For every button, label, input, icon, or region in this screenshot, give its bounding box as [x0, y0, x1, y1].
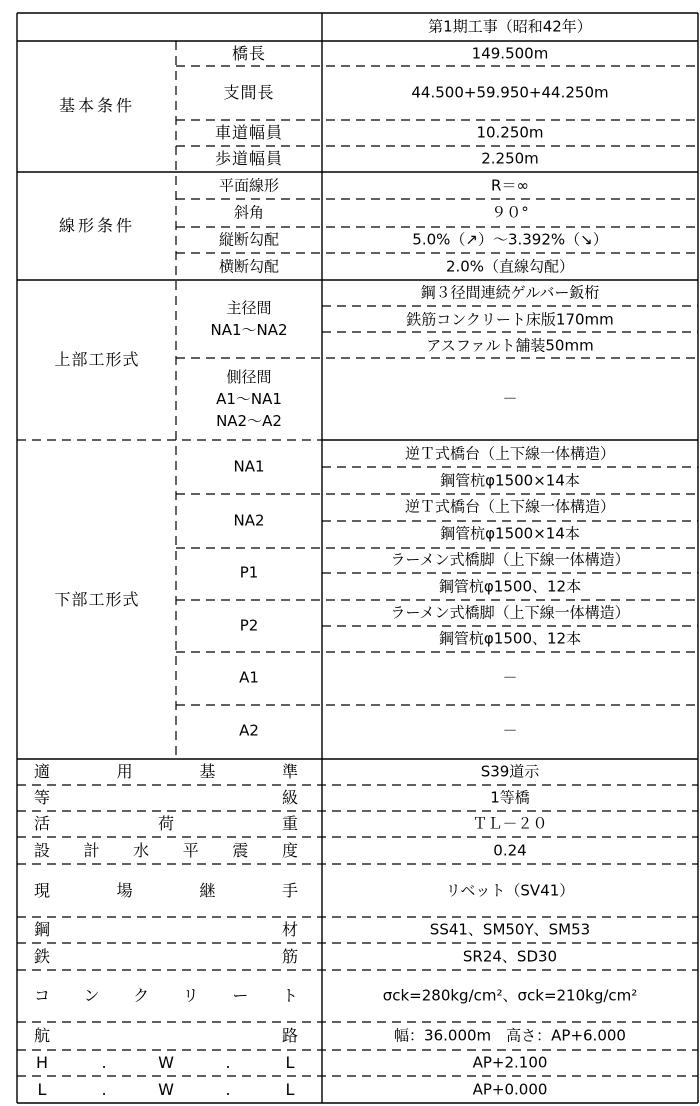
alignment-conditions-label: 線形条件	[58, 216, 136, 235]
substructure-a2-value: －	[502, 721, 518, 740]
bridge-length-label: 橋長	[231, 44, 267, 63]
spec-label-char: W	[158, 1080, 174, 1099]
spec-label-char: 震	[232, 841, 249, 860]
spec-label-char: 水	[133, 841, 150, 860]
spec-label-char: 鋼	[33, 920, 51, 939]
sidewalk-width-label: 歩道幅員	[214, 149, 284, 168]
span-length-value: 44.500+59.950+44.250m	[411, 83, 609, 102]
spec-label-char: 筋	[281, 947, 299, 966]
substructure-p1-name: P1	[239, 563, 259, 582]
main-span-label-line-1: 主径間	[226, 299, 272, 317]
cross-gradient-label: 横断勾配	[218, 257, 280, 276]
spec-value: ＴＬ－２０	[472, 814, 548, 833]
spec-label-char: 材	[281, 920, 299, 939]
spec-label-char: 適	[33, 762, 51, 781]
spec-value: AP+2.100	[472, 1053, 548, 1072]
basic-conditions-label: 基本条件	[58, 96, 136, 115]
cross-gradient-value: 2.0%（直線勾配）	[445, 257, 575, 276]
side-span-label-line-3: NA2～A2	[216, 412, 282, 430]
substructure-na2-line-2: 鋼管杭φ1500×14本	[440, 524, 580, 543]
roadway-width-value: 10.250m	[476, 123, 544, 142]
substructure-label: 下部工形式	[54, 590, 140, 609]
sidewalk-width-value: 2.250m	[481, 149, 539, 168]
plane-alignment-label: 平面線形	[218, 176, 280, 195]
superstructure-label: 上部工形式	[54, 350, 140, 369]
spec-label-char: 度	[281, 841, 299, 860]
spec-label-char: ー	[232, 986, 249, 1005]
header-phase: 第1期工事（昭和42年）	[428, 17, 592, 36]
spec-label-char: 準	[281, 762, 299, 781]
spec-label-char: 平	[182, 841, 199, 860]
substructure-p1-line-1: ラーメン式橋脚（上下線一体構造）	[390, 550, 630, 569]
substructure-na1-line-1: 逆Ｔ式橋台（上下線一体構造）	[404, 444, 616, 463]
substructure-a1-value: －	[502, 668, 518, 687]
spec-value: AP+0.000	[472, 1080, 548, 1099]
spec-label-char: L	[37, 1080, 47, 1099]
main-span-value-2: 鉄筋コンクリート床版170mm	[406, 310, 614, 329]
spec-label-char: .	[101, 1053, 107, 1072]
spec-value: σck=280kg/cm²、σck=210kg/cm²	[382, 986, 638, 1005]
spec-label-char: 荷	[157, 814, 175, 833]
spec-label-char: 鉄	[33, 947, 51, 966]
spec-value: 幅：36.000m 高さ：AP+6.000	[394, 1026, 626, 1045]
spec-label-char: ン	[83, 986, 100, 1005]
side-span-label-line-1: 側径間	[226, 368, 272, 386]
spec-label-char: 航	[33, 1026, 51, 1045]
substructure-p2-name: P2	[239, 616, 259, 635]
main-span-label-line-2: NA1～NA2	[210, 321, 288, 339]
main-span-value-1: 鋼３径間連続ゲルバー鈑桁	[420, 283, 600, 302]
main-span-label	[179, 297, 319, 341]
substructure-p1-line-2: 鋼管杭φ1500、12本	[438, 577, 582, 596]
spec-label-char: .	[225, 1080, 231, 1099]
spec-label-char: 設	[33, 841, 51, 860]
substructure-na1-name: NA1	[233, 457, 265, 476]
substructure-p2-line-2: 鋼管杭φ1500、12本	[438, 629, 582, 648]
skew-label: 斜角	[233, 203, 265, 222]
spec-label-char: ク	[133, 986, 150, 1005]
spec-label-char: リ	[182, 986, 199, 1005]
substructure-p2-line-1: ラーメン式橋脚（上下線一体構造）	[390, 603, 630, 622]
spec-label-char: 活	[33, 814, 51, 833]
spec-label-char: 場	[116, 881, 133, 900]
spec-label-char: 継	[199, 881, 216, 900]
plane-alignment-value: R＝∞	[491, 176, 529, 195]
skew-value: ９０°	[491, 203, 529, 222]
roadway-width-label: 車道幅員	[214, 123, 284, 142]
bridge-length-value: 149.500m	[471, 44, 549, 63]
spec-label-char: 級	[281, 788, 299, 807]
spec-label-char: 手	[281, 881, 299, 900]
substructure-na2-name: NA2	[233, 511, 265, 530]
spec-value: 0.24	[493, 841, 527, 860]
spec-label-char: 基	[199, 762, 216, 781]
main-span-value-3: アスファルト舗装50mm	[426, 336, 594, 355]
side-span-label-line-2: A1～NA1	[216, 390, 282, 408]
spec-value: 1等橋	[490, 788, 530, 807]
span-length-label: 支間長	[223, 83, 275, 102]
substructure-na2-line-1: 逆Ｔ式橋台（上下線一体構造）	[404, 497, 616, 516]
spec-label-char: H	[35, 1053, 49, 1072]
spec-label-char: 路	[281, 1026, 299, 1045]
spec-value: リベット（SV41）	[445, 881, 575, 900]
spec-label-char: 計	[83, 841, 100, 860]
substructure-a2-name: A2	[239, 721, 259, 740]
spec-label-char: 重	[281, 814, 299, 833]
spec-label-char: L	[285, 1053, 295, 1072]
spec-value: SR24、SD30	[462, 947, 558, 966]
spec-label-char: コ	[33, 986, 51, 1005]
spec-label-char: W	[158, 1053, 174, 1072]
spec-label-char: ト	[281, 986, 299, 1005]
spec-value: S39道示	[480, 762, 540, 781]
vertical-gradient-label: 縦断勾配	[218, 230, 280, 249]
spec-label-char: .	[225, 1053, 231, 1072]
spec-label-char: L	[285, 1080, 295, 1099]
spec-label-char: .	[101, 1080, 107, 1099]
side-span-value: －	[502, 389, 518, 408]
substructure-na1-line-2: 鋼管杭φ1500×14本	[440, 471, 580, 490]
spec-value: SS41、SM50Y、SM53	[429, 920, 591, 939]
side-span-label	[179, 366, 319, 432]
spec-label-char: 用	[116, 762, 133, 781]
substructure-a1-name: A1	[239, 668, 259, 687]
spec-label-char: 等	[33, 788, 51, 807]
vertical-gradient-value: 5.0%（↗）～3.392%（↘）	[412, 230, 608, 249]
spec-label-char: 現	[33, 881, 51, 900]
